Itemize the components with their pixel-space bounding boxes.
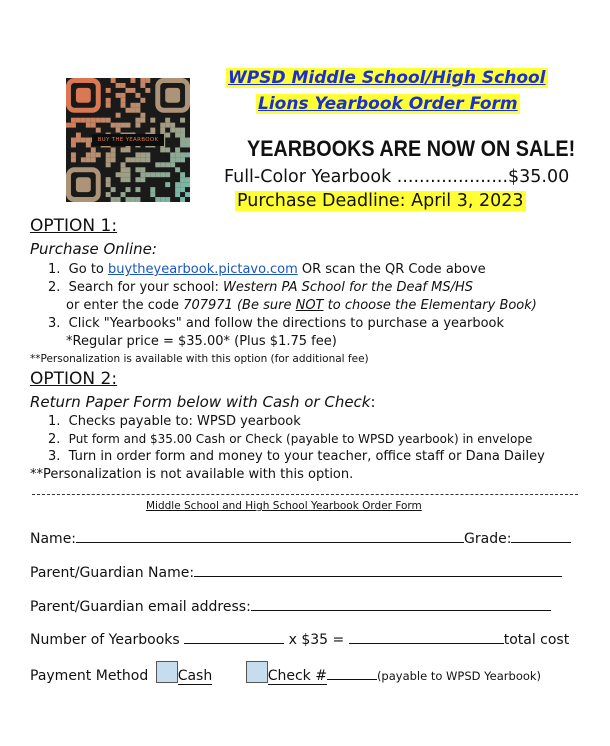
cut-line — [32, 494, 578, 495]
option1-step2: 2. Search for your school: Western PA School for the Deaf MS/HS — [48, 280, 474, 295]
guardian-name-field[interactable] — [194, 564, 562, 577]
order-form-title: Middle School and High School Yearbook Order Form — [146, 500, 422, 512]
title-form: Lions Yearbook Order Form — [258, 94, 518, 114]
sale-heading: YEARBOOKS ARE NOW ON SALE! — [247, 136, 576, 161]
grade-field[interactable] — [511, 530, 571, 543]
option1-subtitle: Purchase Online: — [30, 240, 157, 258]
guardian-row: Parent/Guardian Name: — [30, 564, 562, 581]
regular-price: *Regular price = $35.00* (Plus $1.75 fee) — [66, 334, 337, 349]
name-field[interactable] — [76, 530, 464, 543]
option1-step1: 1. Go to buytheyearbook.pictavo.com OR scan the QR Code above — [48, 262, 486, 277]
pictavo-link[interactable]: buytheyearbook.pictavo.com — [108, 262, 298, 277]
title-school: WPSD Middle School/High School — [228, 68, 546, 88]
check-number-field[interactable] — [327, 667, 377, 680]
email-row: Parent/Guardian email address: — [30, 598, 551, 615]
option2-step1: 1. Checks payable to: WPSD yearbook — [48, 414, 301, 429]
price-line: Full-Color Yearbook ....................$35.00 — [224, 167, 570, 187]
total-field[interactable] — [349, 631, 504, 644]
option2-note: **Personalization is not available with this option. — [30, 467, 354, 482]
cash-checkbox[interactable] — [156, 661, 178, 683]
option2-title: OPTION 2: — [30, 369, 118, 389]
option1-step3: 3. Click "Yearbooks" and follow the directions to purchase a yearbook — [48, 316, 505, 331]
name-row: Name: Grade: — [30, 530, 571, 547]
option1-title: OPTION 1: — [30, 216, 118, 236]
qr-label: BUY THE YEARBOOK — [92, 134, 164, 146]
quantity-field[interactable] — [184, 631, 284, 644]
qr-code[interactable] — [66, 78, 190, 202]
option2-subtitle: Return Paper Form below with Cash or Check: — [30, 393, 376, 411]
option2-step2: 2. Put form and $35.00 Cash or Check (payable to WPSD yearbook) in envelope — [48, 432, 533, 447]
deadline: Purchase Deadline: April 3, 2023 — [237, 191, 524, 211]
check-checkbox[interactable] — [246, 661, 268, 683]
payment-row: Payment Method Cash Check # (payable to WPSD Yearbook) — [30, 661, 541, 684]
quantity-row: Number of Yearbooks x $35 = total cost — [30, 632, 570, 648]
option2-step3: 3. Turn in order form and money to your teacher, office staff or Dana Dailey — [48, 449, 545, 464]
option1-note: **Personalization is available with this option (for additional fee) — [30, 353, 369, 365]
guardian-email-field[interactable] — [251, 598, 551, 611]
option1-step2-code: or enter the code 707971 (Be sure NOT to choose the Elementary Book) — [66, 298, 537, 313]
